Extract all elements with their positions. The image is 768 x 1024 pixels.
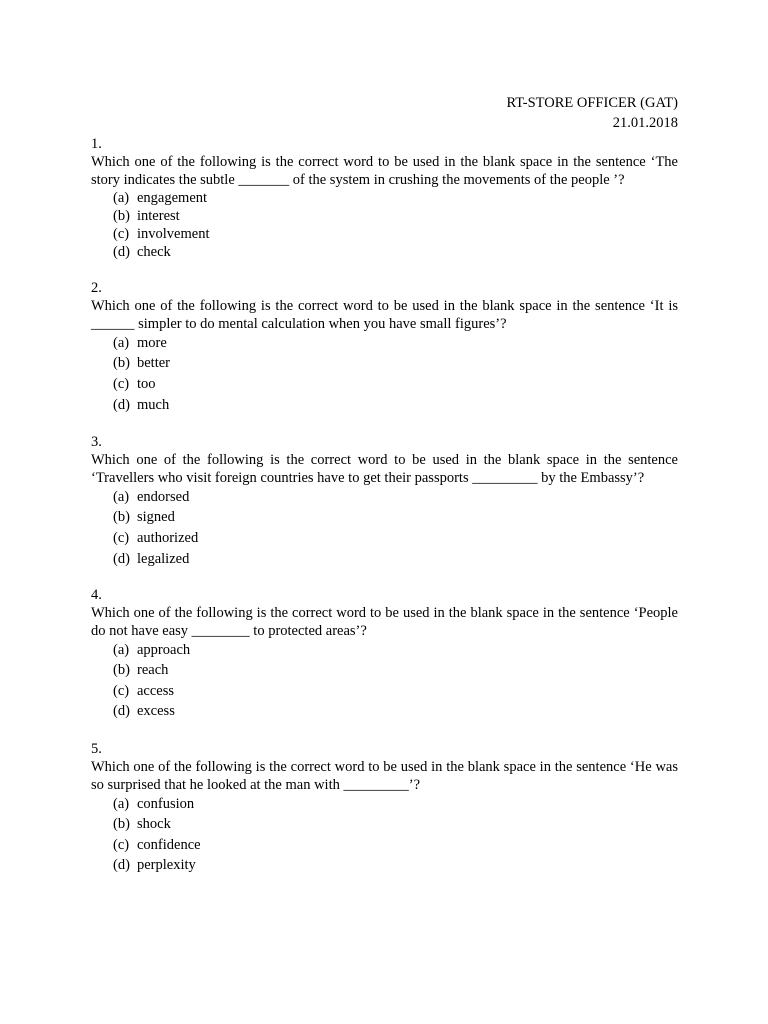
option-item	[113, 353, 678, 374]
question-text: Which one of the following is the correct word to be used in the blank space in the sentence ‘It is ______ simpler to do mental calculation when you have small figures’?	[91, 298, 678, 332]
option-text: much	[137, 397, 170, 413]
question-2	[91, 279, 678, 416]
option-label: (d)	[113, 551, 130, 567]
option-label: (b)	[113, 208, 130, 224]
option-item	[113, 549, 678, 570]
question-3	[91, 433, 678, 570]
option-list	[91, 794, 678, 876]
option-text: involvement	[137, 226, 210, 242]
option-label: (a)	[113, 335, 130, 351]
option-text: better	[137, 355, 171, 371]
option-item	[113, 814, 678, 835]
exam-date: 21.01.2018	[612, 115, 678, 131]
question-number: 3.	[91, 434, 102, 450]
question-text: Which one of the following is the correct word to be used in the blank space in the sentence ‘Travellers who visit foreign countries have to get their passports _________ by the Embassy’?	[91, 452, 678, 486]
question-1	[91, 135, 678, 261]
option-label: (b)	[113, 355, 130, 371]
option-text: too	[137, 376, 156, 392]
option-item	[113, 855, 678, 876]
option-item	[113, 487, 678, 507]
option-label: (d)	[113, 857, 130, 873]
question-number: 4.	[91, 587, 102, 603]
option-label: (b)	[113, 816, 130, 832]
question-number: 5.	[91, 741, 102, 757]
option-text: excess	[137, 703, 175, 719]
option-label: (c)	[113, 683, 130, 699]
option-text: perplexity	[137, 857, 196, 873]
option-label: (b)	[113, 662, 130, 678]
option-item	[113, 528, 678, 549]
option-list	[91, 333, 678, 416]
question-text: Which one of the following is the correct word to be used in the blank space in the sentence ‘He was so surprised that he looked at the man with _________’?	[91, 759, 678, 793]
option-item	[113, 189, 678, 207]
option-text: engagement	[137, 190, 208, 206]
option-label: (c)	[113, 376, 130, 392]
option-label: (a)	[113, 489, 130, 505]
option-label: (d)	[113, 703, 130, 719]
option-text: shock	[137, 816, 171, 832]
document-header	[506, 93, 678, 133]
option-text: reach	[137, 662, 169, 678]
question-text: Which one of the following is the correct word to be used in the blank space in the sentence ‘The story indicates the subtle _______ of the system in crushing the movements of the people ’?	[91, 154, 678, 188]
question-text: Which one of the following is the correct word to be used in the blank space in the sentence ‘People do not have easy ________ to protected areas’?	[91, 605, 678, 639]
option-item	[113, 660, 678, 681]
option-label: (a)	[113, 190, 130, 206]
option-text: interest	[137, 208, 180, 224]
option-text: approach	[137, 642, 191, 658]
option-label: (d)	[113, 244, 130, 260]
option-list	[91, 640, 678, 722]
option-item	[113, 374, 678, 395]
option-item	[113, 835, 678, 855]
option-text: check	[137, 244, 171, 260]
option-text: endorsed	[137, 489, 190, 505]
option-text: authorized	[137, 530, 199, 546]
option-list	[91, 189, 678, 261]
option-item	[113, 681, 678, 701]
option-list	[91, 487, 678, 570]
option-text: legalized	[137, 551, 190, 567]
option-text: signed	[137, 509, 175, 525]
option-item	[113, 640, 678, 660]
option-label: (c)	[113, 530, 130, 546]
option-label: (b)	[113, 509, 130, 525]
option-text: confidence	[137, 837, 201, 853]
option-label: (a)	[113, 796, 130, 812]
option-label: (c)	[113, 226, 130, 242]
option-label: (c)	[113, 837, 130, 853]
option-item	[113, 507, 678, 528]
option-text: more	[137, 335, 167, 351]
option-item	[113, 207, 678, 225]
option-item	[113, 225, 678, 243]
option-item	[113, 333, 678, 353]
question-4	[91, 586, 678, 722]
option-label: (d)	[113, 397, 130, 413]
question-number: 1.	[91, 136, 102, 152]
question-5	[91, 740, 678, 876]
option-text: access	[137, 683, 175, 699]
option-item	[113, 395, 678, 416]
question-number: 2.	[91, 280, 102, 296]
option-item	[113, 701, 678, 722]
exam-title: RT-STORE OFFICER (GAT)	[506, 95, 678, 111]
option-label: (a)	[113, 642, 130, 658]
option-text: confusion	[137, 796, 195, 812]
option-item	[113, 243, 678, 261]
option-item	[113, 794, 678, 814]
